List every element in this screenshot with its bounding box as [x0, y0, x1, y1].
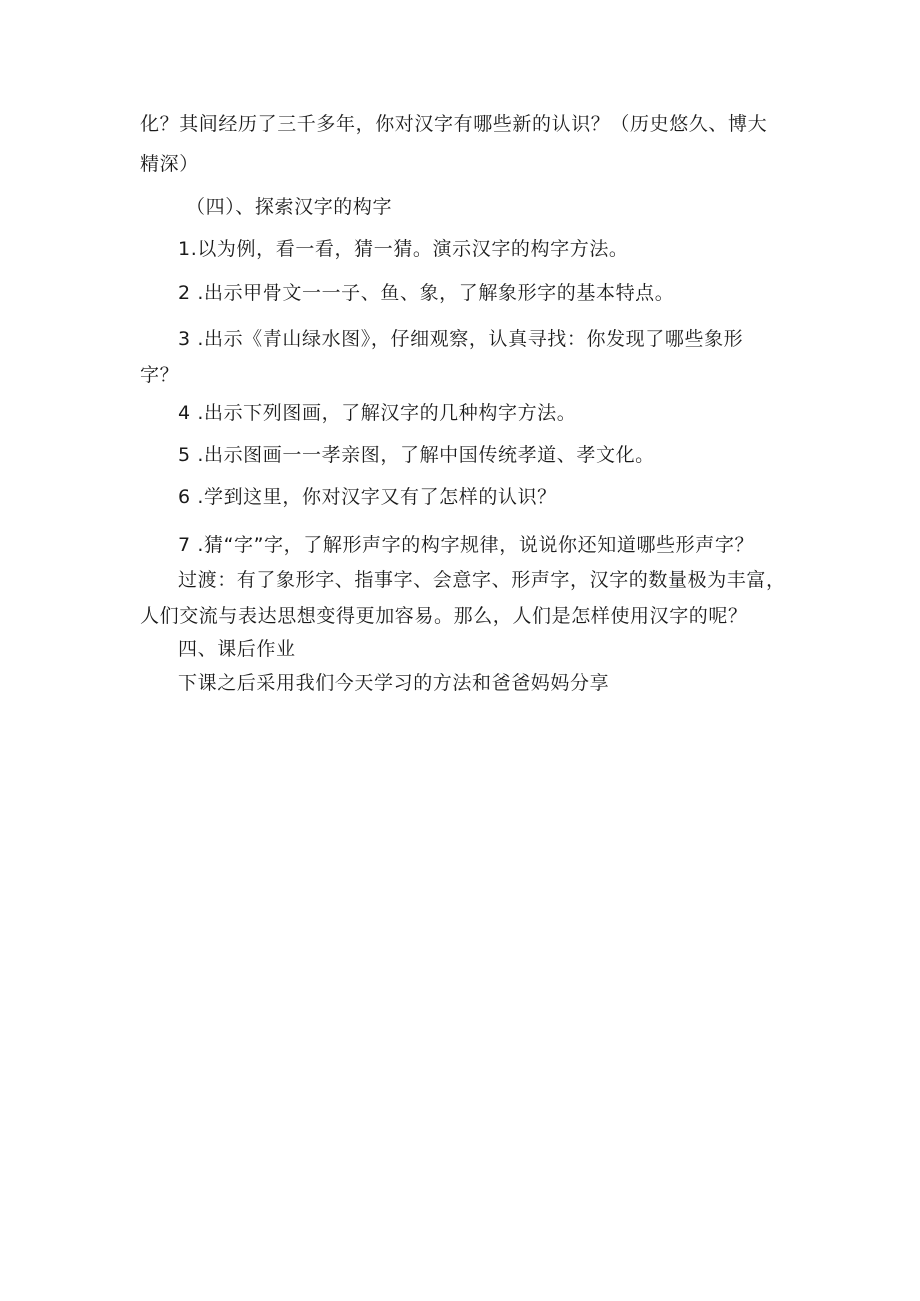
list-item: 4 .出示下列图画，了解汉字的几种构字方法。 [178, 402, 577, 424]
paragraph-line: 精深） [140, 153, 199, 175]
list-item: 2 .出示甲骨文一一子、鱼、象，了解象形字的基本特点。 [178, 282, 675, 304]
list-item: 6 .学到这里，你对汉字又有了怎样的认识？ [178, 486, 557, 508]
list-item: 3 .出示《青山绿水图》，仔细观察，认真寻找：你发现了哪些象形 [178, 328, 744, 350]
paragraph-line: 字？ [140, 364, 180, 386]
paragraph-line: 下课之后采用我们今天学习的方法和爸爸妈妈分享 [178, 672, 610, 694]
list-item: 1.以为例，看一看，猜一猜。演示汉字的构字方法。 [178, 238, 629, 260]
section-heading: （四）、探索汉字的构字 [186, 196, 393, 218]
paragraph-line: 化？其间经历了三千多年，你对汉字有哪些新的认识？（历史悠久、博大 [140, 113, 768, 135]
list-item: 7 .猜“字”字，了解形声字的构字规律，说说你还知道哪些形声字？ [178, 534, 755, 556]
section-heading: 四、课后作业 [178, 638, 296, 660]
list-item: 5 .出示图画一一孝亲图，了解中国传统孝道、孝文化。 [178, 444, 655, 466]
paragraph-line: 过渡：有了象形字、指事字、会意字、形声字，汉字的数量极为丰富， [178, 569, 786, 591]
paragraph-line: 人们交流与表达思想变得更加容易。那么，人们是怎样使用汉字的呢？ [140, 605, 748, 627]
